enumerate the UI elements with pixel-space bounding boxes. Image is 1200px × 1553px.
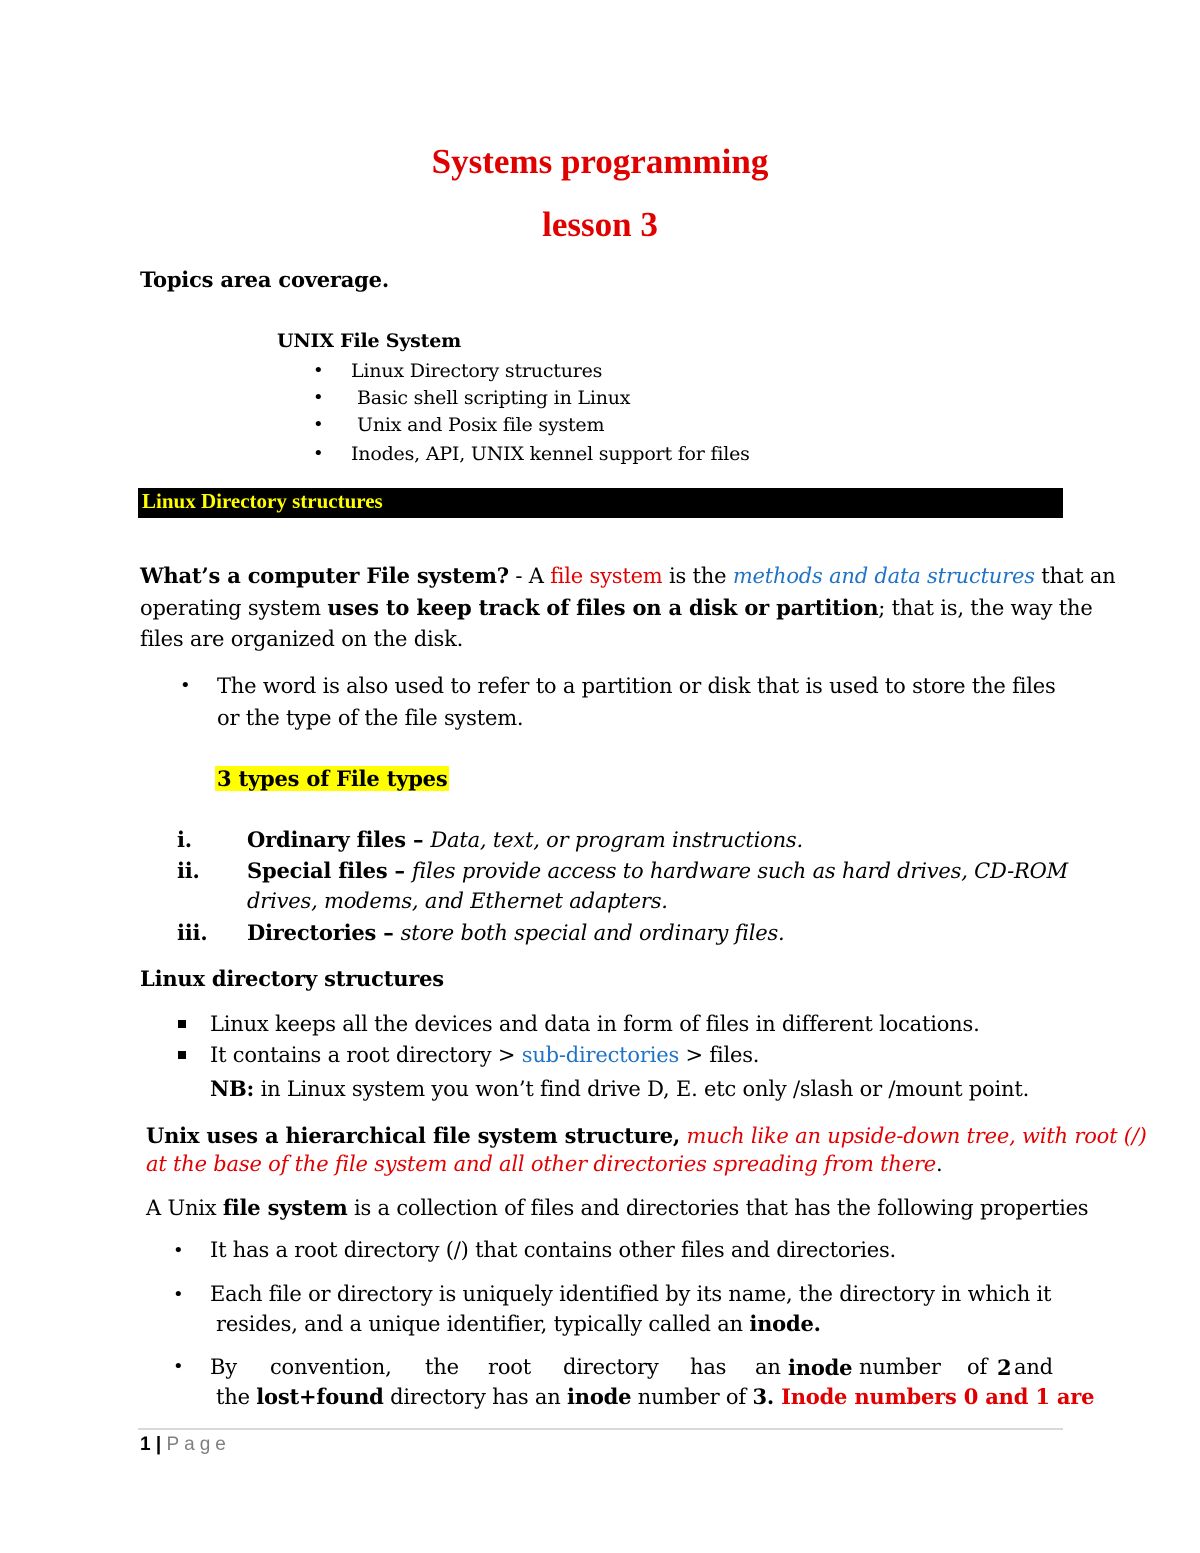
definition-text: ; that is, the way the bbox=[878, 596, 1093, 620]
definition-line-1 bbox=[140, 563, 1116, 588]
section-banner-title: Linux Directory structures bbox=[142, 489, 383, 513]
inode-term: inode. bbox=[749, 1311, 821, 1336]
bullet-icon: • bbox=[173, 1284, 184, 1305]
page-number: 1 bbox=[140, 1434, 151, 1455]
word: directory bbox=[563, 1355, 659, 1379]
properties-text: the bbox=[216, 1385, 257, 1409]
properties-intro bbox=[146, 1195, 1088, 1220]
definition-text: is the bbox=[662, 564, 733, 588]
file-types-heading bbox=[215, 766, 449, 791]
bullet-icon: • bbox=[173, 1356, 184, 1377]
definition-question: What’s a computer File system? bbox=[140, 563, 509, 588]
topic-item: Linux Directory structures bbox=[351, 360, 603, 382]
property-item-cont bbox=[216, 1311, 821, 1336]
inode-term: inode bbox=[567, 1384, 632, 1409]
hierarchy-bold: Unix uses a hierarchical file system structure, bbox=[146, 1123, 680, 1148]
definition-bullet-line-1: The word is also used to refer to a partition or disk that is used to store the files bbox=[217, 674, 1056, 698]
file-type-desc: store both special and ordinary files. bbox=[400, 921, 785, 945]
inode-term: inode bbox=[788, 1355, 853, 1380]
inode-number: 3. bbox=[752, 1384, 774, 1409]
topic-item: Unix and Posix file system bbox=[357, 414, 605, 436]
definition-methods: methods and data structures bbox=[732, 564, 1035, 588]
file-type-desc: drives, modems, and Ethernet adapters. bbox=[247, 889, 668, 913]
section-banner bbox=[138, 488, 1063, 518]
square-bullet-icon bbox=[178, 1020, 186, 1028]
page-label: Page bbox=[166, 1434, 231, 1455]
properties-text: A Unix bbox=[146, 1196, 223, 1220]
file-type-item bbox=[247, 858, 1068, 883]
file-type-item bbox=[247, 827, 803, 852]
file-type-name: Directories – bbox=[247, 920, 401, 945]
word: has bbox=[690, 1355, 727, 1379]
file-type-number: i. bbox=[177, 827, 192, 852]
footer-separator: | bbox=[155, 1434, 162, 1455]
bullet-icon: • bbox=[313, 387, 324, 408]
lesson-number: lesson 3 bbox=[542, 205, 658, 244]
hierarchy-period: . bbox=[936, 1152, 943, 1176]
bullet-icon: • bbox=[313, 443, 324, 464]
file-type-desc-cont bbox=[247, 889, 668, 913]
dir-structures-text: > files. bbox=[679, 1043, 760, 1067]
file-type-item bbox=[247, 920, 785, 945]
hierarchy-line-1 bbox=[146, 1123, 1147, 1148]
properties-text: number of bbox=[631, 1385, 753, 1409]
bullet-icon: • bbox=[313, 360, 324, 381]
dir-structures-text: It contains a root directory > bbox=[210, 1043, 522, 1067]
topic-item: Inodes, API, UNIX kennel support for files bbox=[351, 443, 750, 465]
word: root bbox=[488, 1355, 531, 1379]
word: convention, bbox=[270, 1355, 392, 1379]
file-type-name: Special files – bbox=[247, 858, 412, 883]
file-types-heading-text: 3 types of File types bbox=[217, 766, 448, 791]
sub-directories-term: sub-directories bbox=[521, 1043, 680, 1067]
word: the bbox=[425, 1355, 459, 1379]
hierarchy-red: at the base of the file system and all other directories spreading from there bbox=[146, 1152, 937, 1176]
topic-item: Basic shell scripting in Linux bbox=[357, 387, 631, 409]
dir-structures-heading: Linux directory structures bbox=[140, 966, 444, 991]
topics-subheading: UNIX File System bbox=[277, 330, 462, 352]
definition-emphasis: uses to keep track of files on a disk or partition bbox=[327, 595, 879, 620]
bullet-icon: • bbox=[313, 414, 324, 435]
word: of bbox=[967, 1355, 988, 1379]
file-type-number: iii. bbox=[177, 920, 208, 945]
word: an bbox=[755, 1355, 781, 1379]
word: By bbox=[210, 1355, 237, 1379]
inode-number: 2 bbox=[997, 1355, 1012, 1380]
bullet-icon: • bbox=[180, 675, 191, 696]
properties-text: is a collection of files and directories that has the following properties bbox=[347, 1196, 1089, 1220]
property-item: Each file or directory is uniquely identified by its name, the directory in which it bbox=[210, 1282, 1052, 1306]
nb-label: NB: bbox=[210, 1076, 255, 1101]
definition-bullet-line-2: or the type of the file system. bbox=[217, 706, 524, 730]
properties-bold: file system bbox=[222, 1195, 348, 1220]
file-type-name: Ordinary files – bbox=[247, 827, 431, 852]
footer-divider bbox=[138, 1428, 1063, 1430]
dir-structures-item bbox=[210, 1043, 759, 1067]
definition-line-3: files are organized on the disk. bbox=[140, 627, 464, 651]
page-footer bbox=[140, 1434, 231, 1456]
word: number bbox=[859, 1355, 941, 1379]
properties-text: directory has an bbox=[383, 1385, 567, 1409]
property-item: It has a root directory (/) that contains other files and directories. bbox=[210, 1238, 897, 1262]
file-type-desc: files provide access to hardware such as hard drives, CD-ROM bbox=[411, 859, 1068, 883]
hierarchy-red: much like an upside-down tree, with root (/) bbox=[680, 1124, 1147, 1148]
document-title: Systems programming bbox=[431, 142, 769, 181]
file-type-desc: Data, text, or program instructions. bbox=[430, 828, 803, 852]
hierarchy-line-2 bbox=[146, 1152, 943, 1176]
definition-line-2 bbox=[140, 595, 1093, 620]
bullet-icon: • bbox=[173, 1240, 184, 1261]
property-item-cont bbox=[216, 1384, 1094, 1409]
definition-text: - A bbox=[508, 564, 551, 588]
inode-red-note: Inode numbers 0 and 1 are bbox=[773, 1384, 1095, 1409]
nb-text: in Linux system you won’t find drive D, E. etc only /slash or /mount point. bbox=[254, 1077, 1030, 1101]
definition-term: file system bbox=[550, 564, 663, 588]
square-bullet-icon bbox=[178, 1051, 186, 1059]
word: and bbox=[1014, 1355, 1053, 1379]
definition-text: that an bbox=[1034, 564, 1116, 588]
dir-structures-item: Linux keeps all the devices and data in form of files in different locations. bbox=[210, 1012, 980, 1036]
definition-text: operating system bbox=[140, 596, 328, 620]
file-type-number: ii. bbox=[177, 858, 200, 883]
topics-heading: Topics area coverage. bbox=[140, 267, 389, 292]
properties-text: resides, and a unique identifier, typically called an bbox=[216, 1312, 750, 1336]
lost-found-term: lost+found bbox=[256, 1384, 384, 1409]
nb-note bbox=[210, 1076, 1029, 1101]
